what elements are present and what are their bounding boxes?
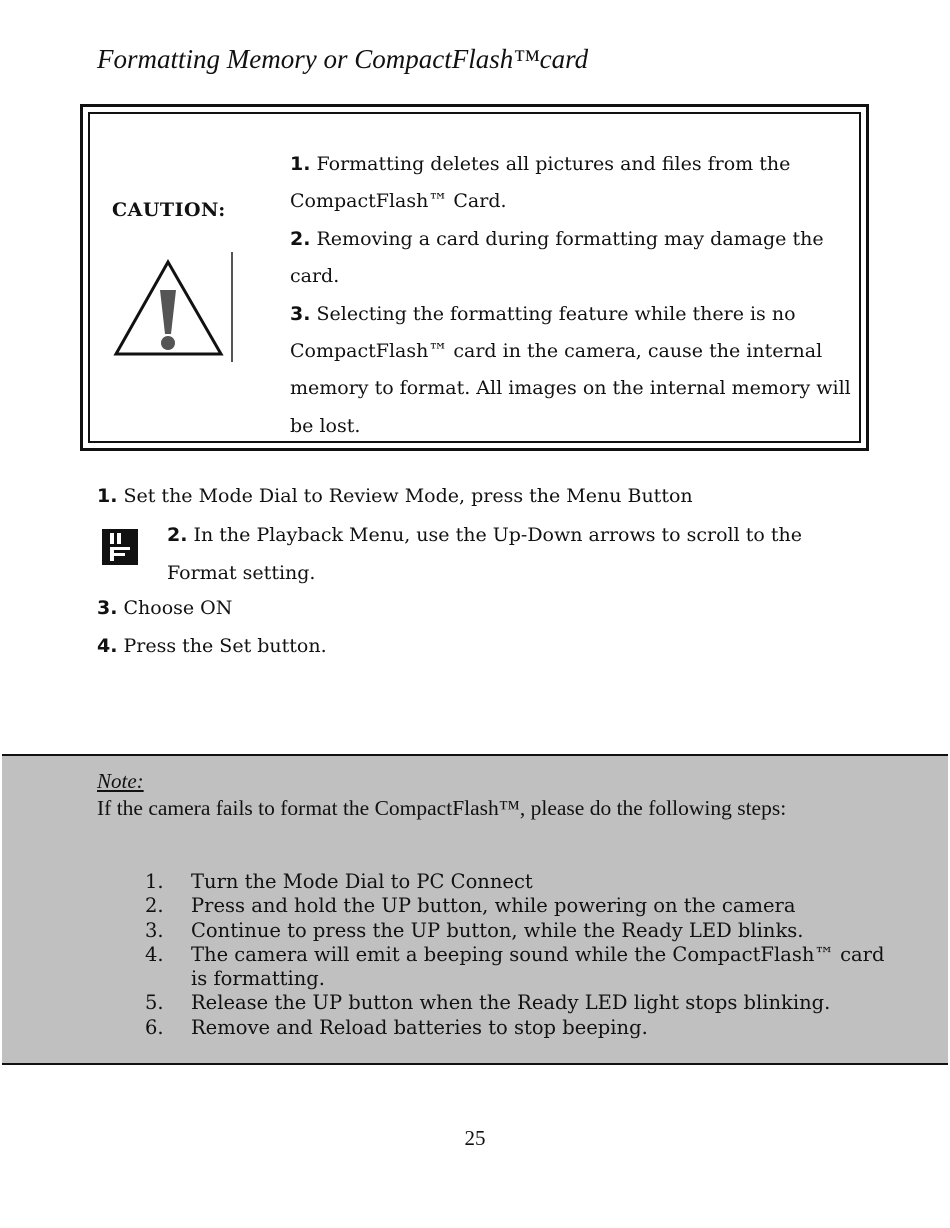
note-list-item: 5. Release the UP button when the Ready LED light stops blinking. xyxy=(145,991,831,1015)
warning-triangle-icon xyxy=(113,250,238,365)
step-item: 4. Press the Set button. xyxy=(97,635,327,657)
step-item: 3. Choose ON xyxy=(97,597,233,619)
caution-box xyxy=(80,104,869,451)
note-intro: If the camera fails to format the CompactFlash™, please do the following steps: xyxy=(97,796,787,820)
note-box xyxy=(2,754,948,1065)
caution-item: 3. Selecting the formatting feature while there is no CompactFlash™ card in the camera, cause the internal memory to format. All images on the internal memory will be lost. xyxy=(290,302,851,437)
note-list-item: 1. Turn the Mode Dial to PC Connect xyxy=(145,870,533,893)
step-item: 2. In the Playback Menu, use the Up-Down arrows to scroll to the Format setting. xyxy=(167,524,802,584)
format-menu-icon xyxy=(102,529,138,565)
page-title: Formatting Memory or CompactFlash™card xyxy=(97,44,589,74)
note-list-item: 4. The camera will emit a beeping sound while the CompactFlash™ card is formatting. xyxy=(145,942,885,991)
caution-label: CAUTION: xyxy=(112,199,226,221)
note-list-item: 2. Press and hold the UP button, while powering on the camera xyxy=(145,894,796,918)
page-number: 25 xyxy=(464,1126,486,1150)
caution-item: 1. Formatting deletes all pictures and files from the CompactFlash™ Card. xyxy=(290,153,791,213)
note-list-item: 3. Continue to press the UP button, while the Ready LED blinks. xyxy=(145,918,804,942)
caution-item: 2. Removing a card during formatting may damage the card. xyxy=(290,227,824,288)
note-title: Note: xyxy=(97,769,144,793)
note-list xyxy=(97,870,887,1040)
note-list-item: 6. Remove and Reload batteries to stop beeping. xyxy=(145,1015,648,1039)
caution-text xyxy=(290,146,860,445)
step-item: 1. Set the Mode Dial to Review Mode, press the Menu Button xyxy=(97,485,693,507)
